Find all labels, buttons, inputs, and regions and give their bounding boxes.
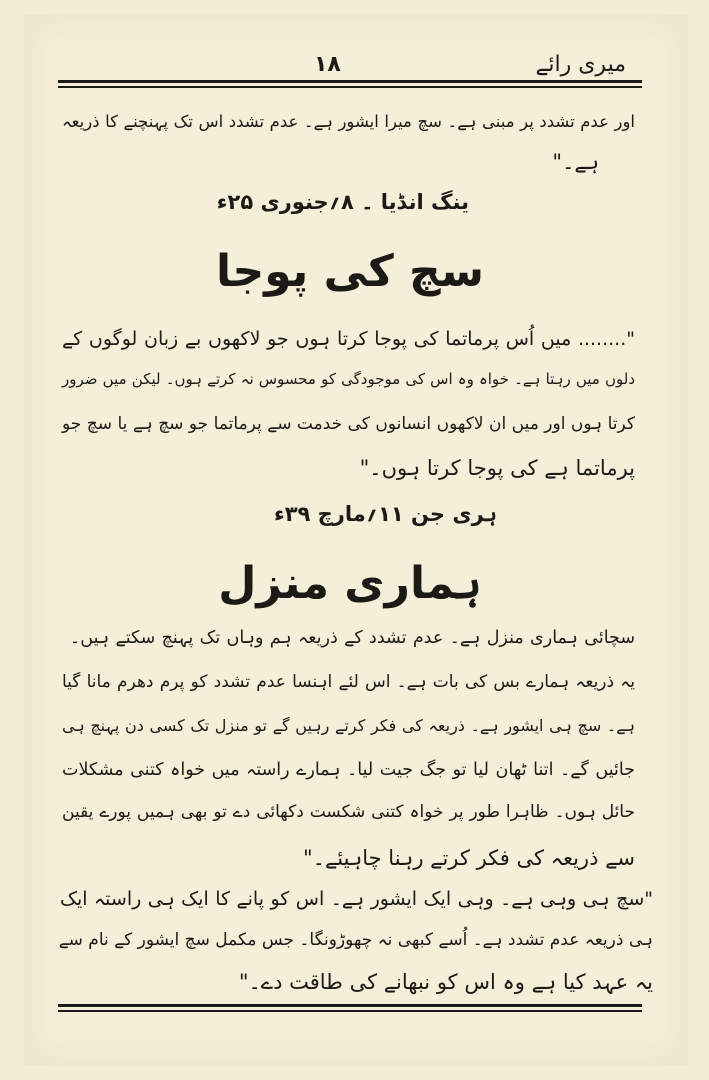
- footer-rule-thin: [58, 1010, 642, 1012]
- source-citation: ہری جن ۱۱؍مارچ ۳۹ء: [273, 502, 497, 526]
- source-citation: ینگ انڈیا ۔ ۸؍جنوری ۲۵ء: [216, 190, 469, 214]
- body-line: اور عدم تشدد پر مبنی ہے۔ سچ میرا ایشور ہے۔ عدم تشدد اس تک پہنچنے کا ذریعہ: [62, 112, 635, 131]
- body-line: یہ ذریعہ ہمارے بس کی بات ہے۔ اس لئے اہنسا عدم تشدد کو پرم دھرم مانا گیا: [62, 672, 635, 692]
- page-number: ۱۸: [314, 52, 341, 77]
- header-rule-thick: [58, 80, 642, 83]
- body-line: کرتا ہوں اور میں ان لاکھوں انسانوں کی خدمت سے پرماتما جو سچ ہے یا سچ جو: [62, 414, 635, 434]
- footer-rule-thick: [58, 1004, 642, 1007]
- section-heading: سچ کی پوجا: [215, 246, 485, 297]
- body-line: جائیں گے۔ اتنا ٹھان لیا تو جگ جیت لیا۔ ہمارے راستہ میں خواہ کتنی مشکلات: [62, 760, 635, 780]
- body-line: ہی ذریعہ عدم تشدد ہے۔ اُسے کبھی نہ چھوڑونگا۔ جس مکمل سچ ایشور کے نام سے: [58, 930, 653, 950]
- page-header: [56, 52, 636, 78]
- body-line: "........ میں اُس پرماتما کی پوجا کرتا ہوں جو لاکھوں بے زبان لوگوں کے: [62, 328, 635, 350]
- header-rule-thin: [58, 86, 642, 88]
- body-line: ہے۔ سچ ہی ایشور ہے۔ ذریعہ کی فکر کرتے رہیں گے تو منزل تک کسی دن پہنچ ہی: [62, 716, 635, 735]
- running-title: میری رائے: [535, 52, 626, 77]
- body-line: حائل ہوں۔ ظاہرا طور پر خواہ کتنی شکست دکھائی دے تو بھی ہمیں پورے یقین: [62, 802, 635, 822]
- body-line: ہے۔": [552, 150, 599, 174]
- body-line: "سچ ہی وہی ہے۔ وہی ایک ایشور ہے۔ اس کو پانے کا ایک ہی راستہ ایک: [60, 888, 653, 910]
- body-line: سے ذریعہ کی فکر کرتے رہنا چاہیئے۔": [303, 846, 635, 870]
- body-line: پرماتما ہے کی پوجا کرتا ہوں۔": [359, 456, 635, 480]
- body-line: دلوں میں رہتا ہے۔ خواہ وہ اس کی موجودگی کو محسوس نہ کرتے ہوں۔ لیکن میں ضرور: [62, 370, 635, 388]
- section-heading: ہماری منزل: [218, 558, 482, 609]
- body-line: یہ عہد کیا ہے وہ اس کو نبھانے کی طاقت دے۔": [238, 970, 653, 994]
- body-line: سچائی ہماری منزل ہے۔ عدم تشدد کے ذریعہ ہم وہاں تک پہنچ سکتے ہیں۔: [70, 628, 635, 648]
